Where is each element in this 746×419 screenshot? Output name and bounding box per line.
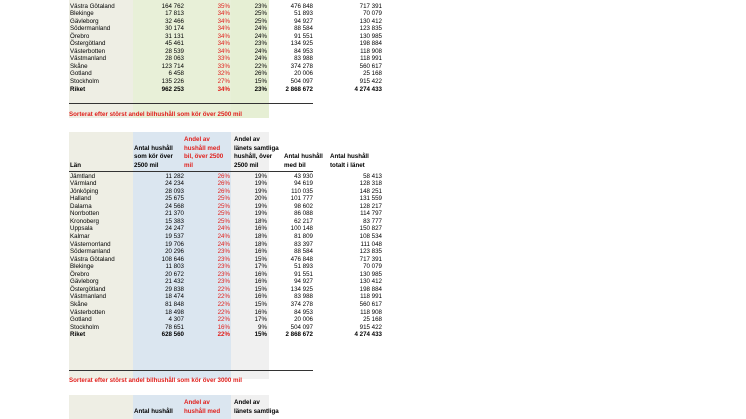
- cell-lan: Västerbotten: [70, 308, 106, 316]
- cell-lan: Västmanland: [70, 293, 107, 301]
- cell-households-total: 111 048: [360, 240, 382, 248]
- cell-households-car: 20 006: [294, 70, 313, 78]
- table-row: [69, 48, 469, 55]
- table1-total-row: [69, 86, 469, 93]
- table-row: [69, 218, 469, 225]
- cell-share-all: 15%: [254, 255, 267, 263]
- cell-households-car: 88 584: [294, 248, 313, 256]
- cell-lan: Stockholm: [70, 78, 99, 85]
- cell-share-cars: 22%: [217, 293, 230, 301]
- cell-share-cars: 24%: [217, 225, 230, 233]
- table-row: [69, 195, 469, 202]
- cell-share-cars: 23%: [217, 248, 230, 256]
- cell-share-cars: 25%: [217, 202, 230, 210]
- table3-header-share-all: Andel av länets samtliga: [234, 399, 279, 415]
- table-row: [69, 173, 469, 180]
- cell-share-all: 19%: [254, 172, 267, 180]
- table-row: [69, 286, 469, 293]
- cell-count: 6 458: [168, 70, 184, 78]
- cell-lan: Västra Götaland: [70, 255, 115, 263]
- table-row: [69, 271, 469, 278]
- cell-share-cars: 34%: [217, 40, 230, 48]
- cell-count: 123 714: [161, 62, 184, 70]
- cell-households-total: 118 991: [360, 55, 382, 63]
- cell-share-all: 16%: [254, 270, 267, 278]
- cell-share-all: 16%: [254, 293, 267, 301]
- cell-lan: Västra Götaland: [70, 2, 115, 10]
- cell-share-cars: 26%: [217, 172, 230, 180]
- table-row: [69, 316, 469, 323]
- cell-share-cars: 33%: [217, 62, 230, 70]
- cell-households-car: 94 927: [294, 278, 313, 286]
- table2-total-row: [69, 331, 469, 338]
- table-row: [69, 180, 469, 187]
- cell-count: 17 813: [165, 10, 184, 18]
- cell-share-all: 24%: [254, 25, 267, 33]
- cell-households-car: 374 278: [290, 300, 313, 308]
- cell-count: 45 461: [165, 40, 184, 48]
- cell-share-all: 17%: [254, 263, 267, 271]
- cell-count: 18 498: [165, 308, 184, 316]
- cell-households-car: 88 584: [294, 25, 313, 33]
- cell-households-total: 108 534: [359, 233, 382, 240]
- table-row: [69, 309, 469, 316]
- cell-households-total: 198 884: [359, 285, 382, 293]
- cell-households-car: 84 953: [294, 47, 313, 55]
- cell-lan: Jönköping: [70, 187, 99, 195]
- cell-share-cars: 24%: [217, 233, 230, 240]
- cell-lan: Gävleborg: [70, 278, 99, 286]
- cell-lan: Östergötland: [70, 40, 106, 48]
- table-row: [69, 241, 469, 248]
- cell-count: 108 646: [161, 255, 184, 263]
- cell-count: 18 474: [165, 293, 184, 301]
- cell-households-car: 83 397: [294, 240, 313, 248]
- table2-header-households-car: Antal hushåll med bil: [284, 153, 323, 169]
- cell-share-all: 15%: [254, 285, 267, 293]
- cell-households-car: 2 868 672: [285, 331, 313, 339]
- table3-header-share-cars: Andel av hushåll med: [184, 399, 221, 415]
- cell-share-all: 9%: [258, 323, 267, 331]
- cell-share-cars: 34%: [217, 85, 230, 93]
- table-row: [69, 25, 469, 32]
- cell-count: 628 560: [161, 331, 184, 339]
- cell-households-total: 717 391: [359, 2, 382, 10]
- cell-share-all: 25%: [254, 10, 267, 18]
- cell-share-all: 18%: [254, 217, 267, 225]
- cell-share-cars: 24%: [217, 240, 230, 248]
- cell-lan: Västmanland: [70, 55, 107, 63]
- table-row: [69, 293, 469, 300]
- cell-households-total: 25 168: [363, 316, 382, 324]
- cell-share-cars: 34%: [217, 47, 230, 55]
- cell-lan: Skåne: [70, 300, 88, 308]
- table-row: [69, 301, 469, 308]
- cell-share-cars: 22%: [217, 308, 230, 316]
- cell-share-cars: 25%: [217, 195, 230, 203]
- cell-households-car: 86 088: [294, 210, 313, 218]
- cell-lan: Dalarna: [70, 202, 92, 210]
- table-row: [69, 324, 469, 331]
- cell-lan: Uppsala: [70, 225, 93, 233]
- cell-households-car: 83 988: [294, 55, 313, 63]
- cell-households-car: 62 217: [294, 217, 313, 225]
- cell-households-total: 198 884: [359, 40, 382, 48]
- cell-households-car: 2 868 672: [285, 85, 313, 93]
- cell-households-total: 128 217: [359, 202, 382, 210]
- cell-count: 78 651: [165, 323, 184, 331]
- table-row: [69, 278, 469, 285]
- cell-households-total: 130 412: [359, 17, 382, 25]
- cell-count: 30 174: [165, 25, 184, 33]
- cell-lan: Södermanland: [70, 25, 111, 33]
- table2-total-rule: [69, 370, 313, 371]
- cell-share-all: 24%: [254, 32, 267, 40]
- cell-households-car: 91 551: [294, 270, 313, 278]
- table-row: [69, 33, 469, 40]
- cell-households-total: 25 168: [363, 70, 382, 78]
- cell-share-cars: 34%: [217, 32, 230, 40]
- cell-households-car: 504 097: [290, 78, 313, 85]
- cell-count: 29 838: [165, 285, 184, 293]
- cell-lan: Västernorrland: [70, 240, 111, 248]
- cell-share-cars: 27%: [217, 78, 230, 85]
- table2-header-lan: Län: [70, 161, 82, 169]
- cell-count: 81 848: [165, 300, 184, 308]
- cell-households-total: 131 559: [359, 195, 382, 203]
- cell-share-all: 18%: [254, 233, 267, 240]
- cell-share-cars: 23%: [217, 263, 230, 271]
- cell-share-all: 23%: [254, 2, 267, 10]
- table-row: [69, 256, 469, 263]
- cell-share-all: 24%: [254, 55, 267, 63]
- cell-households-car: 84 953: [294, 308, 313, 316]
- cell-lan: Gävleborg: [70, 17, 99, 25]
- table2-sort-note: Sorterat efter störst andel bilhushåll som kör över 3000 mil: [69, 377, 242, 385]
- table-row: [69, 70, 469, 77]
- table-row: [69, 40, 469, 47]
- cell-share-cars: 16%: [217, 323, 230, 331]
- cell-count: 28 093: [165, 187, 184, 195]
- cell-lan: Halland: [70, 195, 91, 203]
- cell-share-cars: 23%: [217, 278, 230, 286]
- cell-share-all: 16%: [254, 225, 267, 233]
- cell-share-cars: 25%: [217, 210, 230, 218]
- cell-households-total: 83 777: [363, 217, 382, 225]
- cell-count: 135 226: [161, 78, 184, 85]
- cell-households-car: 91 551: [294, 32, 313, 40]
- cell-share-all: 23%: [254, 85, 267, 93]
- cell-share-all: 15%: [254, 331, 267, 339]
- table1-total-rule: [69, 103, 313, 104]
- cell-households-car: 94 619: [294, 180, 313, 188]
- cell-share-cars: 32%: [217, 70, 230, 78]
- cell-share-all: 19%: [254, 187, 267, 195]
- cell-share-all: 16%: [254, 308, 267, 316]
- cell-households-total: 4 274 433: [354, 85, 382, 93]
- table-row: [69, 63, 469, 70]
- cell-households-total: 717 391: [359, 255, 382, 263]
- cell-lan: Örebro: [70, 270, 90, 278]
- cell-share-all: 15%: [254, 300, 267, 308]
- cell-lan: Gotland: [70, 316, 92, 324]
- cell-share-cars: 23%: [217, 255, 230, 263]
- cell-count: 21 432: [165, 278, 184, 286]
- cell-share-all: 25%: [254, 17, 267, 25]
- table-row: [69, 263, 469, 270]
- cell-share-all: 18%: [254, 240, 267, 248]
- cell-share-cars: 26%: [217, 180, 230, 188]
- cell-share-all: 19%: [254, 180, 267, 188]
- cell-count: 24 568: [165, 202, 184, 210]
- table-row: [69, 203, 469, 210]
- cell-share-cars: 23%: [217, 270, 230, 278]
- cell-lan: Riket: [70, 331, 86, 339]
- cell-share-all: 15%: [254, 78, 267, 85]
- cell-households-total: 130 412: [359, 278, 382, 286]
- cell-count: 28 539: [165, 47, 184, 55]
- cell-share-cars: 22%: [217, 300, 230, 308]
- cell-households-car: 374 278: [290, 62, 313, 70]
- table-row: [69, 18, 469, 25]
- table-row: [69, 10, 469, 17]
- cell-count: 20 672: [165, 270, 184, 278]
- cell-households-total: 915 422: [359, 78, 382, 85]
- cell-households-total: 130 985: [359, 32, 382, 40]
- table2-header-share-all: Andel av länets samtliga hushåll, över 2500 mil: [234, 136, 279, 169]
- table-row: [69, 55, 469, 62]
- cell-count: 24 247: [165, 225, 184, 233]
- table-row: [69, 3, 469, 10]
- cell-lan: Blekinge: [70, 263, 94, 271]
- cell-count: 15 383: [165, 217, 184, 225]
- cell-count: 21 370: [165, 210, 184, 218]
- table-row: [69, 233, 469, 240]
- cell-households-total: 128 318: [359, 180, 382, 188]
- cell-share-all: 20%: [254, 195, 267, 203]
- cell-households-car: 94 927: [294, 17, 313, 25]
- cell-count: 32 466: [165, 17, 184, 25]
- cell-share-cars: 34%: [217, 10, 230, 18]
- cell-count: 20 296: [165, 248, 184, 256]
- table-row: [69, 188, 469, 195]
- cell-count: 31 131: [165, 32, 184, 40]
- cell-share-all: 23%: [254, 40, 267, 48]
- cell-share-all: 16%: [254, 278, 267, 286]
- cell-households-car: 43 930: [294, 172, 313, 180]
- cell-share-cars: 22%: [217, 285, 230, 293]
- cell-households-total: 4 274 433: [354, 331, 382, 339]
- cell-share-cars: 22%: [217, 331, 230, 339]
- cell-lan: Kalmar: [70, 233, 90, 240]
- cell-households-car: 81 809: [294, 233, 313, 240]
- cell-households-car: 100 148: [290, 225, 313, 233]
- cell-share-all: 17%: [254, 316, 267, 324]
- cell-households-total: 114 797: [360, 210, 382, 218]
- cell-lan: Östergötland: [70, 285, 106, 293]
- cell-households-total: 130 985: [359, 270, 382, 278]
- cell-share-cars: 34%: [217, 25, 230, 33]
- table3-header-count: Antal hushåll: [134, 407, 173, 415]
- cell-households-total: 70 079: [363, 263, 382, 271]
- cell-count: 25 675: [165, 195, 184, 203]
- cell-households-car: 134 925: [290, 40, 313, 48]
- cell-share-cars: 34%: [217, 17, 230, 25]
- cell-lan: Blekinge: [70, 10, 94, 18]
- cell-households-total: 58 413: [363, 172, 382, 180]
- cell-households-car: 51 893: [294, 10, 313, 18]
- cell-share-all: 24%: [254, 47, 267, 55]
- cell-count: 28 063: [165, 55, 184, 63]
- cell-share-cars: 26%: [217, 187, 230, 195]
- cell-households-total: 560 617: [359, 62, 382, 70]
- cell-share-cars: 25%: [217, 217, 230, 225]
- cell-households-car: 98 602: [294, 202, 313, 210]
- cell-count: 962 253: [161, 85, 184, 93]
- cell-lan: Jämtland: [70, 172, 96, 180]
- cell-households-total: 150 827: [359, 225, 382, 233]
- table-row: [69, 248, 469, 255]
- table-row: [69, 210, 469, 217]
- cell-count: 11 282: [165, 172, 184, 180]
- cell-share-cars: 35%: [217, 2, 230, 10]
- cell-share-cars: 33%: [217, 55, 230, 63]
- cell-share-all: 19%: [254, 202, 267, 210]
- cell-households-total: 118 908: [360, 308, 382, 316]
- cell-share-cars: 22%: [217, 316, 230, 324]
- cell-count: 19 537: [165, 233, 184, 240]
- table3-name-column-bg: [69, 395, 133, 419]
- cell-households-total: 560 617: [359, 300, 382, 308]
- table2-header-households-total: Antal hushåll totalt i länet: [330, 153, 369, 169]
- cell-lan: Kronoberg: [70, 217, 99, 225]
- cell-households-car: 110 035: [291, 187, 313, 195]
- cell-households-total: 148 251: [359, 187, 382, 195]
- table-row: [69, 78, 469, 85]
- cell-households-total: 118 991: [360, 293, 382, 301]
- table1-sort-note: Sorterat efter störst andel bilhushåll som kör över 2500 mil: [69, 110, 242, 118]
- cell-households-car: 476 848: [290, 2, 313, 10]
- cell-households-total: 915 422: [359, 323, 382, 331]
- cell-households-car: 134 925: [290, 285, 313, 293]
- cell-lan: Stockholm: [70, 323, 99, 331]
- cell-lan: Riket: [70, 85, 86, 93]
- cell-households-car: 20 006: [294, 316, 313, 324]
- table-row: [69, 225, 469, 232]
- cell-lan: Norrbotten: [70, 210, 100, 218]
- table2-header-share-cars: Andel av hushåll med bil, över 2500 mil: [184, 136, 224, 169]
- cell-count: 4 307: [168, 316, 184, 324]
- cell-lan: Västerbotten: [70, 47, 106, 55]
- cell-count: 11 803: [165, 263, 184, 271]
- cell-share-all: 26%: [254, 70, 267, 78]
- cell-lan: Värmland: [70, 180, 97, 188]
- cell-households-total: 70 079: [363, 10, 382, 18]
- cell-households-total: 123 835: [359, 25, 382, 33]
- cell-count: 24 234: [165, 180, 184, 188]
- cell-lan: Gotland: [70, 70, 92, 78]
- cell-lan: Örebro: [70, 32, 90, 40]
- cell-count: 19 706: [165, 240, 184, 248]
- cell-households-car: 51 893: [294, 263, 313, 271]
- cell-households-total: 123 835: [359, 248, 382, 256]
- cell-count: 164 762: [161, 2, 184, 10]
- cell-lan: Skåne: [70, 62, 88, 70]
- cell-share-all: 22%: [254, 62, 267, 70]
- cell-share-all: 19%: [254, 210, 267, 218]
- cell-households-car: 504 097: [290, 323, 313, 331]
- cell-share-all: 16%: [254, 248, 267, 256]
- cell-households-car: 476 848: [290, 255, 313, 263]
- cell-households-total: 118 908: [360, 47, 382, 55]
- cell-lan: Södermanland: [70, 248, 111, 256]
- cell-households-car: 101 777: [290, 195, 313, 203]
- cell-households-car: 83 988: [294, 293, 313, 301]
- table2-header-count: Antal hushåll som kör över 2500 mil: [134, 144, 173, 169]
